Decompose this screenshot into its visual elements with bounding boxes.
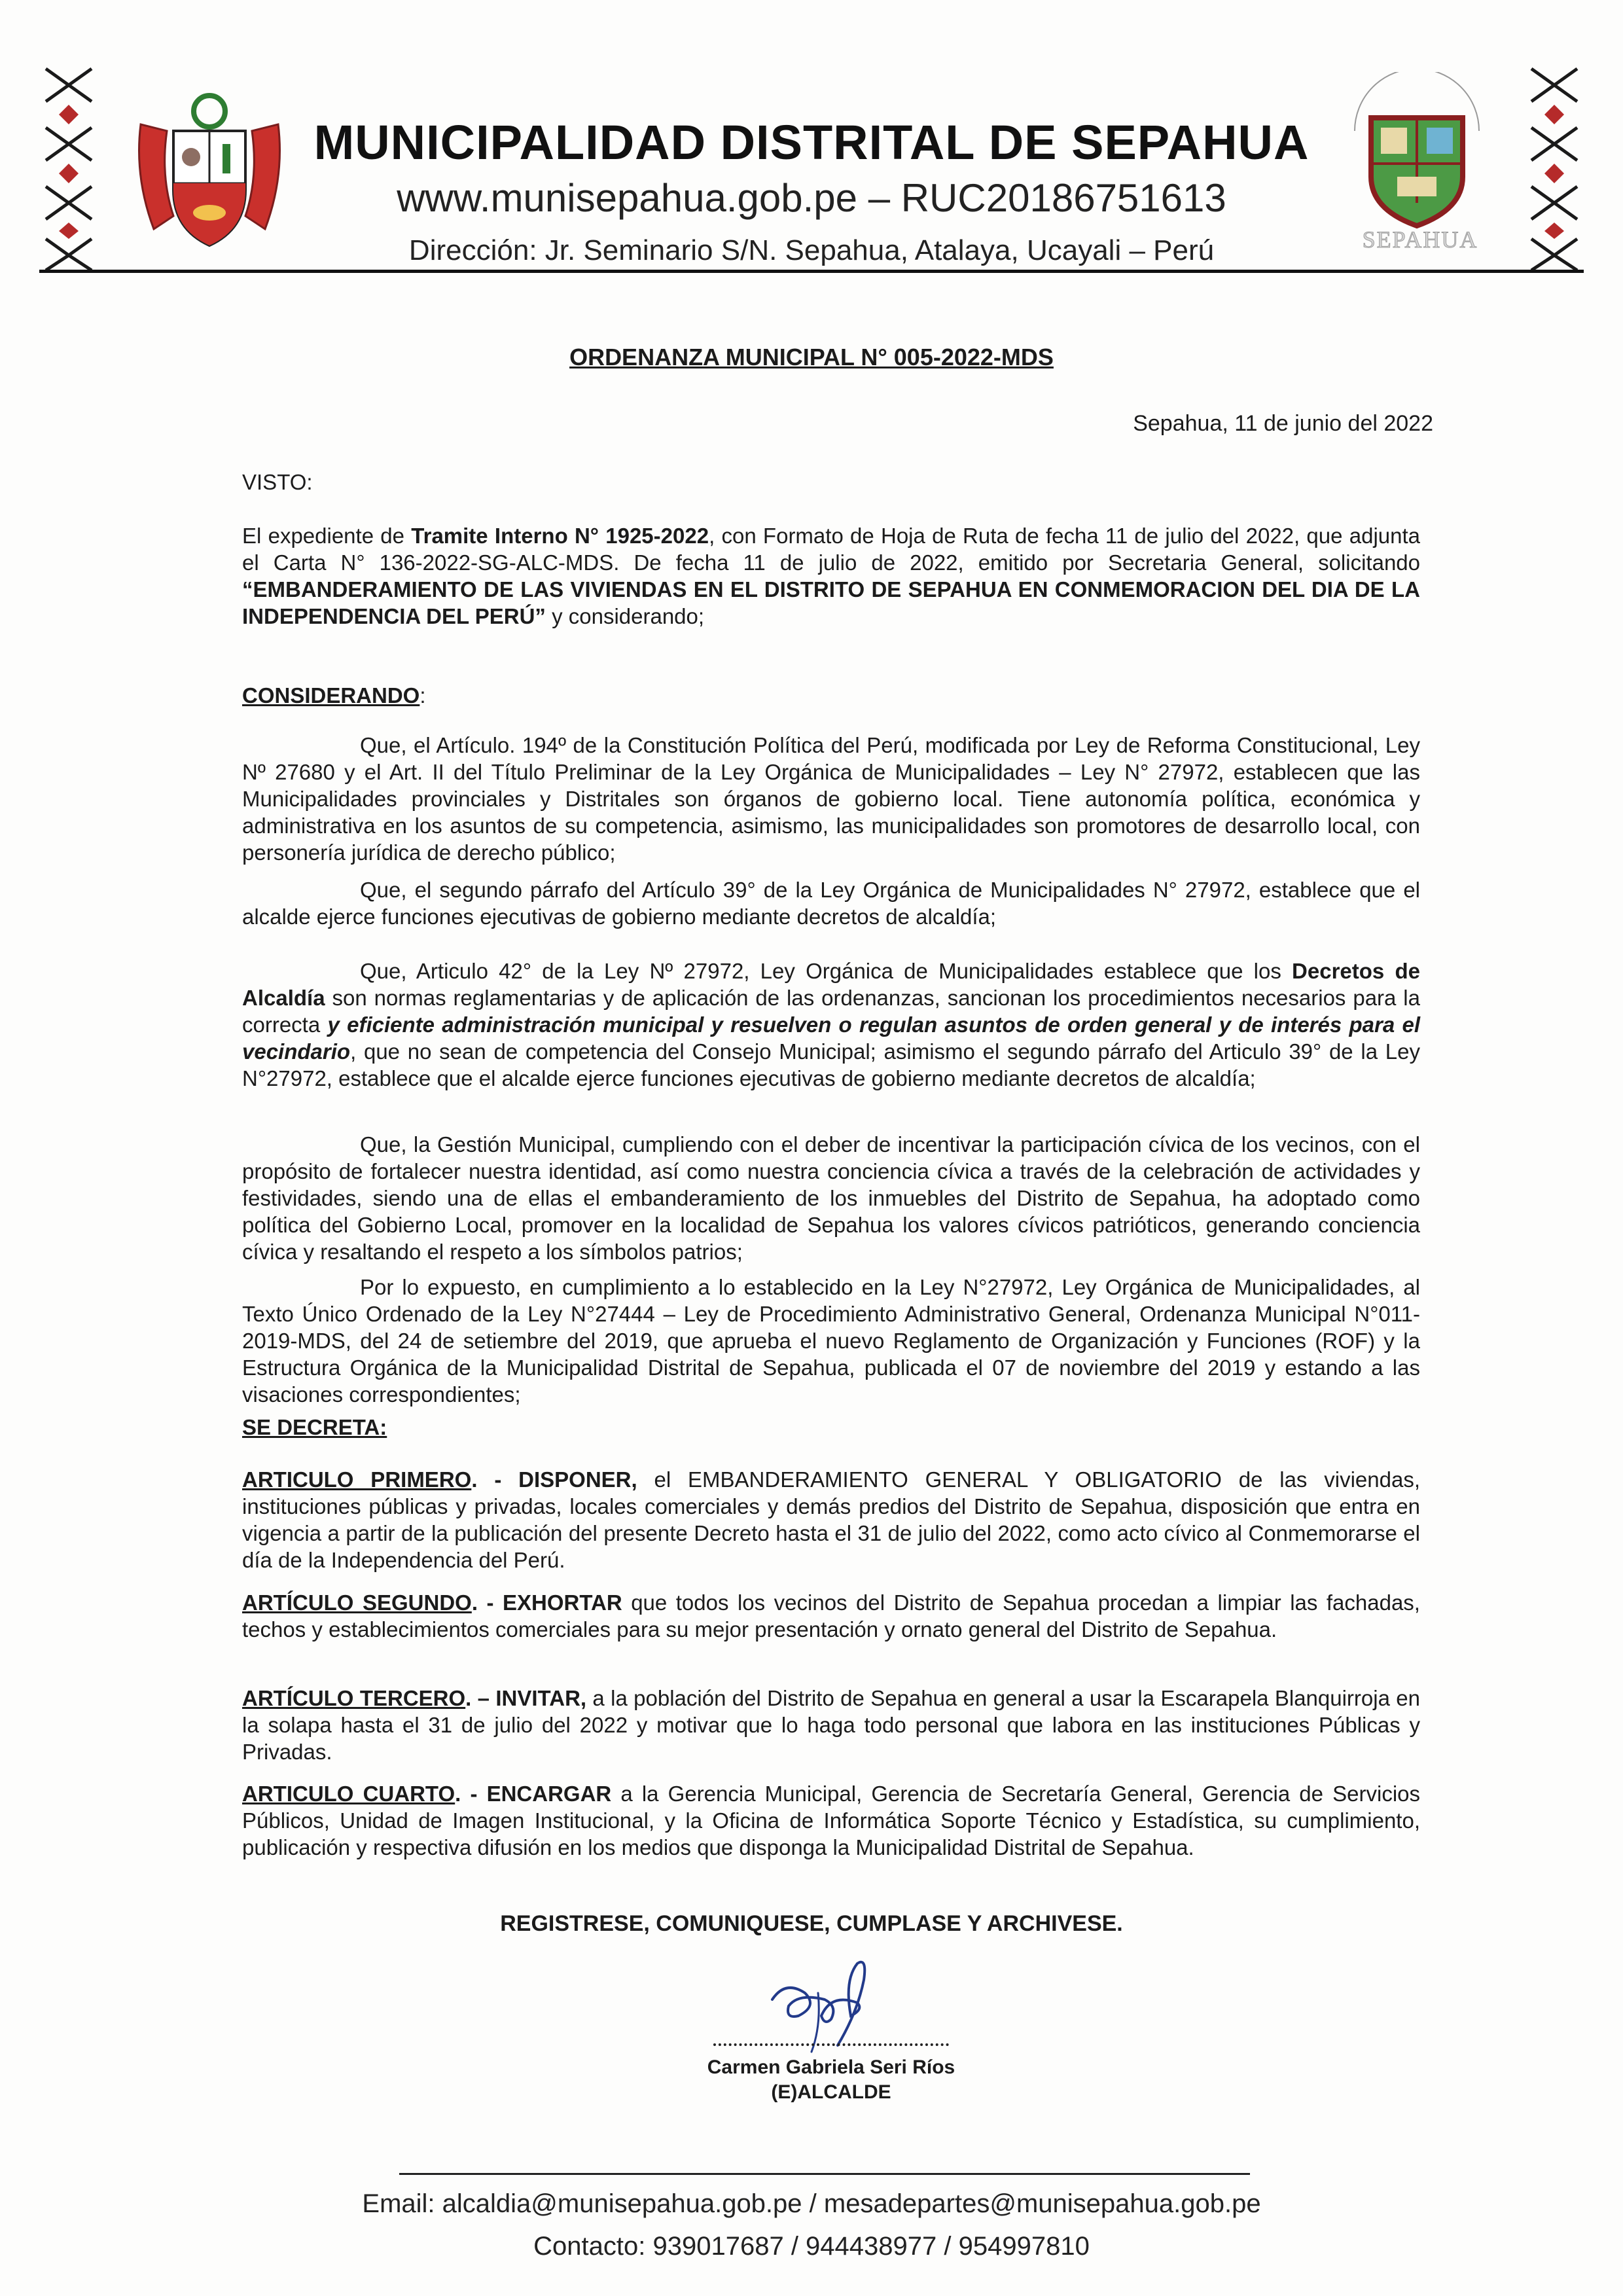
considerando-paragraph-3: Que, Articulo 42° de la Ley Nº 27972, Ley Orgánica de Municipalidades establece que los Decretos de Alcaldía son normas reglamentarias y de aplicación de las ordenanzas, sancionan los procedimientos necesarios para la correcta y eficiente administración municipal y resuelven o regulan asuntos de orden general y de interés para el vecindario, que no sean de competencia del Consejo Municipal; asimismo el segundo párrafo del Articulo 39° de la Ley N°27972, establece que el alcalde ejerce funciones ejecutivas de gobierno mediante decretos de alcaldía; xyxy=(242,959,1421,1090)
considerando-paragraph-2: Que, el segundo párrafo del Artículo 39° de la Ley Orgánica de Municipalidades N° 27972, establece que el alcalde ejerce funciones ejecutivas de gobierno mediante decretos de alcaldía; xyxy=(242,878,1420,929)
article-2: ARTÍCULO SEGUNDO. - EXHORTAR que todos los vecinos del Distrito de Sepahua procedan a limpiar las fachadas, techos y establecimientos comerciales para su mejor presentación y ornato general del Distrito de Sepahua. xyxy=(242,1590,1420,1641)
visto-label: VISTO: xyxy=(242,470,313,494)
website-ruc: www.munisepahua.gob.pe – RUC20186751613 xyxy=(397,176,1226,220)
article-1: ARTICULO PRIMERO. - DISPONER, el EMBANDERAMIENTO GENERAL Y OBLIGATORIO de las viviendas, instituciones públicas y privadas, locales comerciales y demás predios del Distrito de Sepahua, disposición que entra en vigencia a partir de la publicación del presente Decreto hasta el 31 de julio del 2022, como acto cívico al Conmemorarse el día de la Independencia del Perú. xyxy=(242,1467,1420,1572)
municipality-name: MUNICIPALIDAD DISTRITAL DE SEPAHUA xyxy=(313,115,1310,170)
signatory-name: Carmen Gabriela Seri Ríos xyxy=(707,2056,955,2078)
closing-formula: REGISTRESE, COMUNIQUESE, CUMPLASE Y ARCHIVESE. xyxy=(500,1911,1123,1936)
considerando-heading: CONSIDERANDO: xyxy=(242,683,426,708)
signatory-block xyxy=(654,2055,1008,2105)
peru-coat-of-arms-icon xyxy=(128,85,291,255)
article-4: ARTICULO CUARTO. - ENCARGAR a la Gerencia Municipal, Gerencia de Secretaría General, Gerencia de Servicios Públicos, Unidad de Imagen Institucional, y la Oficina de Informática Soporte Técnico y Estadística, su cumplimiento, publicación y respectiva difusión en los medios que disponga la Municipalidad Distrital de Sepahua. xyxy=(242,1782,1421,1859)
considerando-paragraph-5: Por lo expuesto, en cumplimiento a lo establecido en la Ley N°27972, Ley Orgánica de Municipalidades, al Texto Único Ordenado de la Ley N°27444 – Ley de Procedimiento Administrativo General, Ordenanza Municipal N°011-2019-MDS, del 24 de setiembre del 2019, que aprueba el nuevo Reglamento de Organización y Funciones (ROF) y la Estructura Orgánica de la Municipalidad Distrital de Sepahua, publicada el 07 de noviembre del 2019 y estando a las visaciones correspondientes; xyxy=(242,1275,1420,1407)
address: Dirección: Jr. Seminario S/N. Sepahua, Atalaya, Ucayali – Perú xyxy=(408,234,1215,266)
header-divider xyxy=(39,270,1584,273)
document-title: ORDENANZA MUNICIPAL N° 005-2022-MDS xyxy=(569,344,1054,370)
footer-email: Email: alcaldia@munisepahua.gob.pe / mesadepartes@munisepahua.gob.pe xyxy=(362,2189,1261,2218)
footer-contact: Contacto: 939017687 / 944438977 / 954997810 xyxy=(533,2232,1090,2261)
considerando-paragraph-1: Que, el Artículo. 194º de la Constitución Política del Perú, modificada por Ley de Reforma Constitucional, Ley Nº 27680 y el Art. II del Título Preliminar de la Ley Orgánica de Municipalidades – Ley N° 27972, establecen que las Municipalidades provinciales y Distritales son órganos de gobierno local. Tiene autonomía política, económica y administrativa en los asuntos de su competencia, asimismo, las municipalidades son promotores de desarrollo local, con personería jurídica de derecho público; xyxy=(242,733,1420,865)
se-decreta-heading: SE DECRETA: xyxy=(242,1415,387,1439)
visto-paragraph: El expediente de Tramite Interno N° 1925-2022, con Formato de Hoja de Ruta de fecha 11 de julio del 2022, que adjunta el Carta N° 136-2022-SG-ALC-MDS. De fecha 11 de julio de 2022, emitido por Secretaria General, solicitando “EMBANDERAMIENTO DE LAS VIVIENDAS EN EL DISTRITO DE SEPAHUA EN CONMEMORACION DEL DIA DE LA INDEPENDENCIA DEL PERÚ” y considerando; xyxy=(242,524,1421,628)
footer-divider xyxy=(399,2173,1250,2175)
signatory-role: (E)ALCALDE xyxy=(771,2081,891,2103)
considerando-paragraph-4: Que, la Gestión Municipal, cumpliendo con el deber de incentivar la participación cívica de los vecinos, con el propósito de fortalecer nuestra identidad, así como nuestra conciencia cívica a través de la celebración de actividades y festividades, siendo una de ellas el embanderamiento de los inmuebles del Distrito de Sepahua, ha adoptado como política del Gobierno Local, promover en la localidad de Sepahua los valores cívicos patrióticos, generando conciencia cívica y resaltando el respeto a los símbolos patrios; xyxy=(242,1132,1420,1264)
right-seal-label: SEPAHUA xyxy=(1362,226,1478,253)
handwritten-signature xyxy=(759,1954,903,2058)
document-date: Sepahua, 11 de junio del 2022 xyxy=(1133,411,1433,436)
article-3: ARTÍCULO TERCERO. – INVITAR, a la población del Distrito de Sepahua en general a usar la Escarapela Blanquirroja en la solapa hasta el 31 de julio del 2022 y motivar que lo haga todo personal que labora en las instituciones Públicas y Privadas. xyxy=(242,1686,1420,1764)
signature-line xyxy=(713,2043,949,2046)
